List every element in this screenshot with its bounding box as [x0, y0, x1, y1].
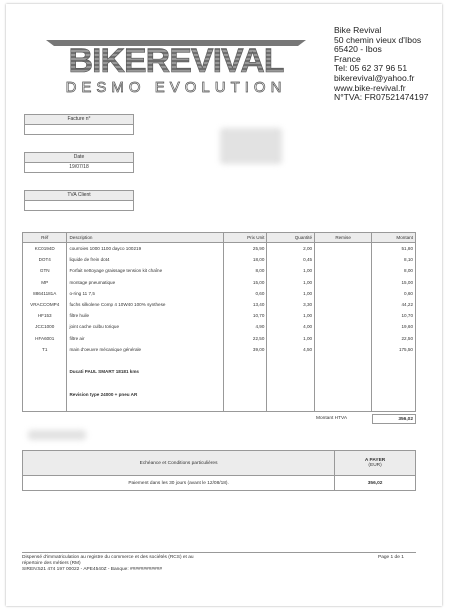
- cell-discount: [315, 355, 372, 366]
- column-header: Montant: [372, 233, 416, 243]
- client-vat-box: [24, 190, 134, 211]
- footer-line: SIREN:521 474 197 00022 - APE4540Z - Banque: ############: [22, 567, 163, 573]
- cell-unit-price: 13,40: [223, 299, 267, 310]
- cell-ref: T1: [23, 344, 67, 355]
- page-number: Page 1 de 1: [378, 555, 404, 560]
- date-value: 19/07/18: [69, 164, 89, 170]
- cell-discount: [315, 243, 372, 255]
- cell-quantity: 3,30: [267, 299, 315, 310]
- company-line: N°TVA: FR07521474197: [334, 93, 429, 103]
- cell-discount: [315, 366, 372, 377]
- cell-description: [67, 377, 223, 388]
- cell-description: courroies 1000 1100 dayco 100219: [67, 243, 223, 255]
- cell-quantity: 4,50: [267, 344, 315, 355]
- cell-amount: [372, 355, 416, 366]
- cell-ref: GTN: [23, 265, 67, 276]
- cell-description: filtre air: [67, 333, 223, 344]
- footer-line: répertoire des métiers (RM): [22, 561, 81, 567]
- footer-line: Dispensé d'immatriculation au registre du commerce et des sociétés (RCS) et au: [22, 555, 194, 560]
- cell-discount: [315, 344, 372, 355]
- cell-amount: 0,60: [372, 288, 416, 299]
- company-line: 50 chemin vieux d'Ibos: [334, 35, 422, 45]
- cell-amount: 8,10: [372, 254, 416, 265]
- table-header-row: [23, 233, 416, 243]
- cell-quantity: 1,00: [267, 277, 315, 288]
- table-row: [23, 254, 416, 265]
- cell-unit-price: 25,90: [223, 243, 267, 255]
- cell-quantity: [267, 388, 315, 399]
- redacted-client-address: [220, 128, 282, 164]
- cell-description: liquide de frein dot4: [67, 254, 223, 265]
- table-row: [23, 243, 416, 255]
- cell-discount: [315, 321, 372, 332]
- company-line: 65420 - Ibos: [334, 45, 382, 55]
- cell-description: fuchs silkolene Comp 4 10W40 100% synthese: [67, 299, 223, 310]
- cell-quantity: [267, 355, 315, 366]
- cell-quantity: 1,00: [267, 333, 315, 344]
- logo-brand-text: BIKEREVIVAL: [68, 42, 284, 80]
- cell-unit-price: [223, 377, 267, 388]
- cell-description: [67, 355, 223, 366]
- cell-unit-price: 0,60: [223, 288, 267, 299]
- amount-due-header: [335, 451, 416, 476]
- table-row: [23, 355, 416, 366]
- invoice-items-table: [22, 232, 416, 412]
- logo-tagline-text: DESMO EVOLUTION: [65, 79, 287, 96]
- cell-amount: 19,60: [372, 321, 416, 332]
- company-address: [334, 26, 429, 103]
- total-label: Montant HTVA: [316, 416, 348, 421]
- cell-unit-price: [223, 400, 267, 412]
- cell-ref: [23, 366, 67, 377]
- cell-unit-price: [223, 366, 267, 377]
- amount-due-value: 356,02: [335, 476, 416, 491]
- cell-ref: [23, 388, 67, 399]
- table-row: [23, 333, 416, 344]
- column-header: Remise: [315, 233, 372, 243]
- cell-description: o-ring 11 7,5: [67, 288, 223, 299]
- cell-ref: MP: [23, 277, 67, 288]
- cell-description: [67, 400, 223, 412]
- cell-quantity: 0,45: [267, 254, 315, 265]
- cell-ref: JCC1000: [23, 321, 67, 332]
- cell-description: joint cache culbu torique: [67, 321, 223, 332]
- cell-amount: 175,50: [372, 344, 416, 355]
- total-value: 356,02: [372, 414, 416, 424]
- cell-unit-price: 18,00: [223, 254, 267, 265]
- cell-description: Ducati PAUL SMART 18181 kms: [67, 366, 223, 377]
- cell-ref: 88641181A: [23, 288, 67, 299]
- cell-amount: 51,80: [372, 243, 416, 255]
- cell-ref: [23, 400, 67, 412]
- cell-discount: [315, 310, 372, 321]
- cell-ref: [23, 355, 67, 366]
- cell-unit-price: [223, 388, 267, 399]
- cell-discount: [315, 400, 372, 412]
- invoice-number-value: [25, 125, 133, 134]
- cell-quantity: 1,00: [267, 310, 315, 321]
- table-row: [23, 310, 416, 321]
- table-row: [23, 377, 416, 388]
- cell-amount: [372, 400, 416, 412]
- table-row: [23, 299, 416, 310]
- cell-discount: [315, 288, 372, 299]
- conditions-header: Echéance et Conditions particulières: [23, 451, 335, 476]
- cell-discount: [315, 333, 372, 344]
- cell-unit-price: 8,00: [223, 265, 267, 276]
- cell-unit-price: 4,90: [223, 321, 267, 332]
- cell-quantity: 2,00: [267, 243, 315, 255]
- cell-quantity: [267, 377, 315, 388]
- cell-description: Revision type 24000 + pneu AR: [67, 388, 223, 399]
- company-line: www.bike-revival.fr: [334, 83, 406, 93]
- cell-ref: HF153: [23, 310, 67, 321]
- cell-amount: [372, 366, 416, 377]
- cell-description: filtre huile: [67, 310, 223, 321]
- cell-unit-price: 39,00: [223, 344, 267, 355]
- table-row: [23, 265, 416, 276]
- column-header: Quantité: [267, 233, 315, 243]
- table-row: [23, 277, 416, 288]
- table-row: [23, 344, 416, 355]
- cell-description: main d'oeuvre mécanique générale: [67, 344, 223, 355]
- cell-amount: [372, 377, 416, 388]
- cell-ref: HFA6001: [23, 333, 67, 344]
- cell-description: Forfait nettoyage graissage tension kit chaîne: [67, 265, 223, 276]
- company-line: Bike Revival: [334, 26, 382, 35]
- invoice-page: [6, 4, 442, 606]
- column-header: Description: [67, 233, 223, 243]
- cell-quantity: 1,00: [267, 265, 315, 276]
- table-row: [23, 366, 416, 377]
- redacted-note: [28, 430, 86, 440]
- currency-label: (EUR): [368, 463, 382, 468]
- amount-due-label: A PAYER: [364, 458, 386, 463]
- invoice-number-box: [24, 114, 134, 135]
- cell-discount: [315, 254, 372, 265]
- client-vat-label: TVA Client: [25, 191, 133, 201]
- cell-unit-price: [223, 355, 267, 366]
- cell-discount: [315, 377, 372, 388]
- column-header: Prix Unit: [223, 233, 267, 243]
- invoice-number-label: Facture n°: [25, 115, 133, 125]
- cell-unit-price: 10,70: [223, 310, 267, 321]
- cell-description: montage pneumatique: [67, 277, 223, 288]
- cell-ref: KC0194D: [23, 243, 67, 255]
- bike-revival-logo: [36, 36, 316, 96]
- table-row: [23, 321, 416, 332]
- payment-conditions-table: [22, 450, 416, 491]
- cell-amount: 8,00: [372, 265, 416, 276]
- cell-amount: 10,70: [372, 310, 416, 321]
- client-vat-value: [25, 201, 133, 210]
- legal-footer: [22, 555, 242, 574]
- table-row: [23, 400, 416, 412]
- cell-ref: VRACCOMP4: [23, 299, 67, 310]
- cell-quantity: 1,00: [267, 288, 315, 299]
- cell-discount: [315, 277, 372, 288]
- cell-ref: DOT4: [23, 254, 67, 265]
- company-line: bikerevival@yahoo.fr: [334, 73, 415, 83]
- cell-amount: 44,22: [372, 299, 416, 310]
- table-row: [23, 388, 416, 399]
- date-label: Date: [25, 153, 133, 163]
- company-line: Tel: 05 62 37 96 51: [334, 64, 408, 74]
- company-line: France: [334, 54, 361, 64]
- table-row: [23, 288, 416, 299]
- cell-discount: [315, 299, 372, 310]
- cell-quantity: 4,00: [267, 321, 315, 332]
- cell-discount: [315, 388, 372, 399]
- cell-quantity: [267, 366, 315, 377]
- cell-unit-price: 15,00: [223, 277, 267, 288]
- cell-amount: 22,50: [372, 333, 416, 344]
- cell-quantity: [267, 400, 315, 412]
- cell-amount: 15,00: [372, 277, 416, 288]
- cell-unit-price: 22,50: [223, 333, 267, 344]
- cell-discount: [315, 265, 372, 276]
- footer-divider: [22, 552, 416, 553]
- date-box: [24, 152, 134, 173]
- payment-terms: Paiement dans les 30 jours (avant le 12/08/18).: [23, 476, 335, 491]
- cell-amount: [372, 388, 416, 399]
- column-header: Réf: [23, 233, 67, 243]
- cell-ref: [23, 377, 67, 388]
